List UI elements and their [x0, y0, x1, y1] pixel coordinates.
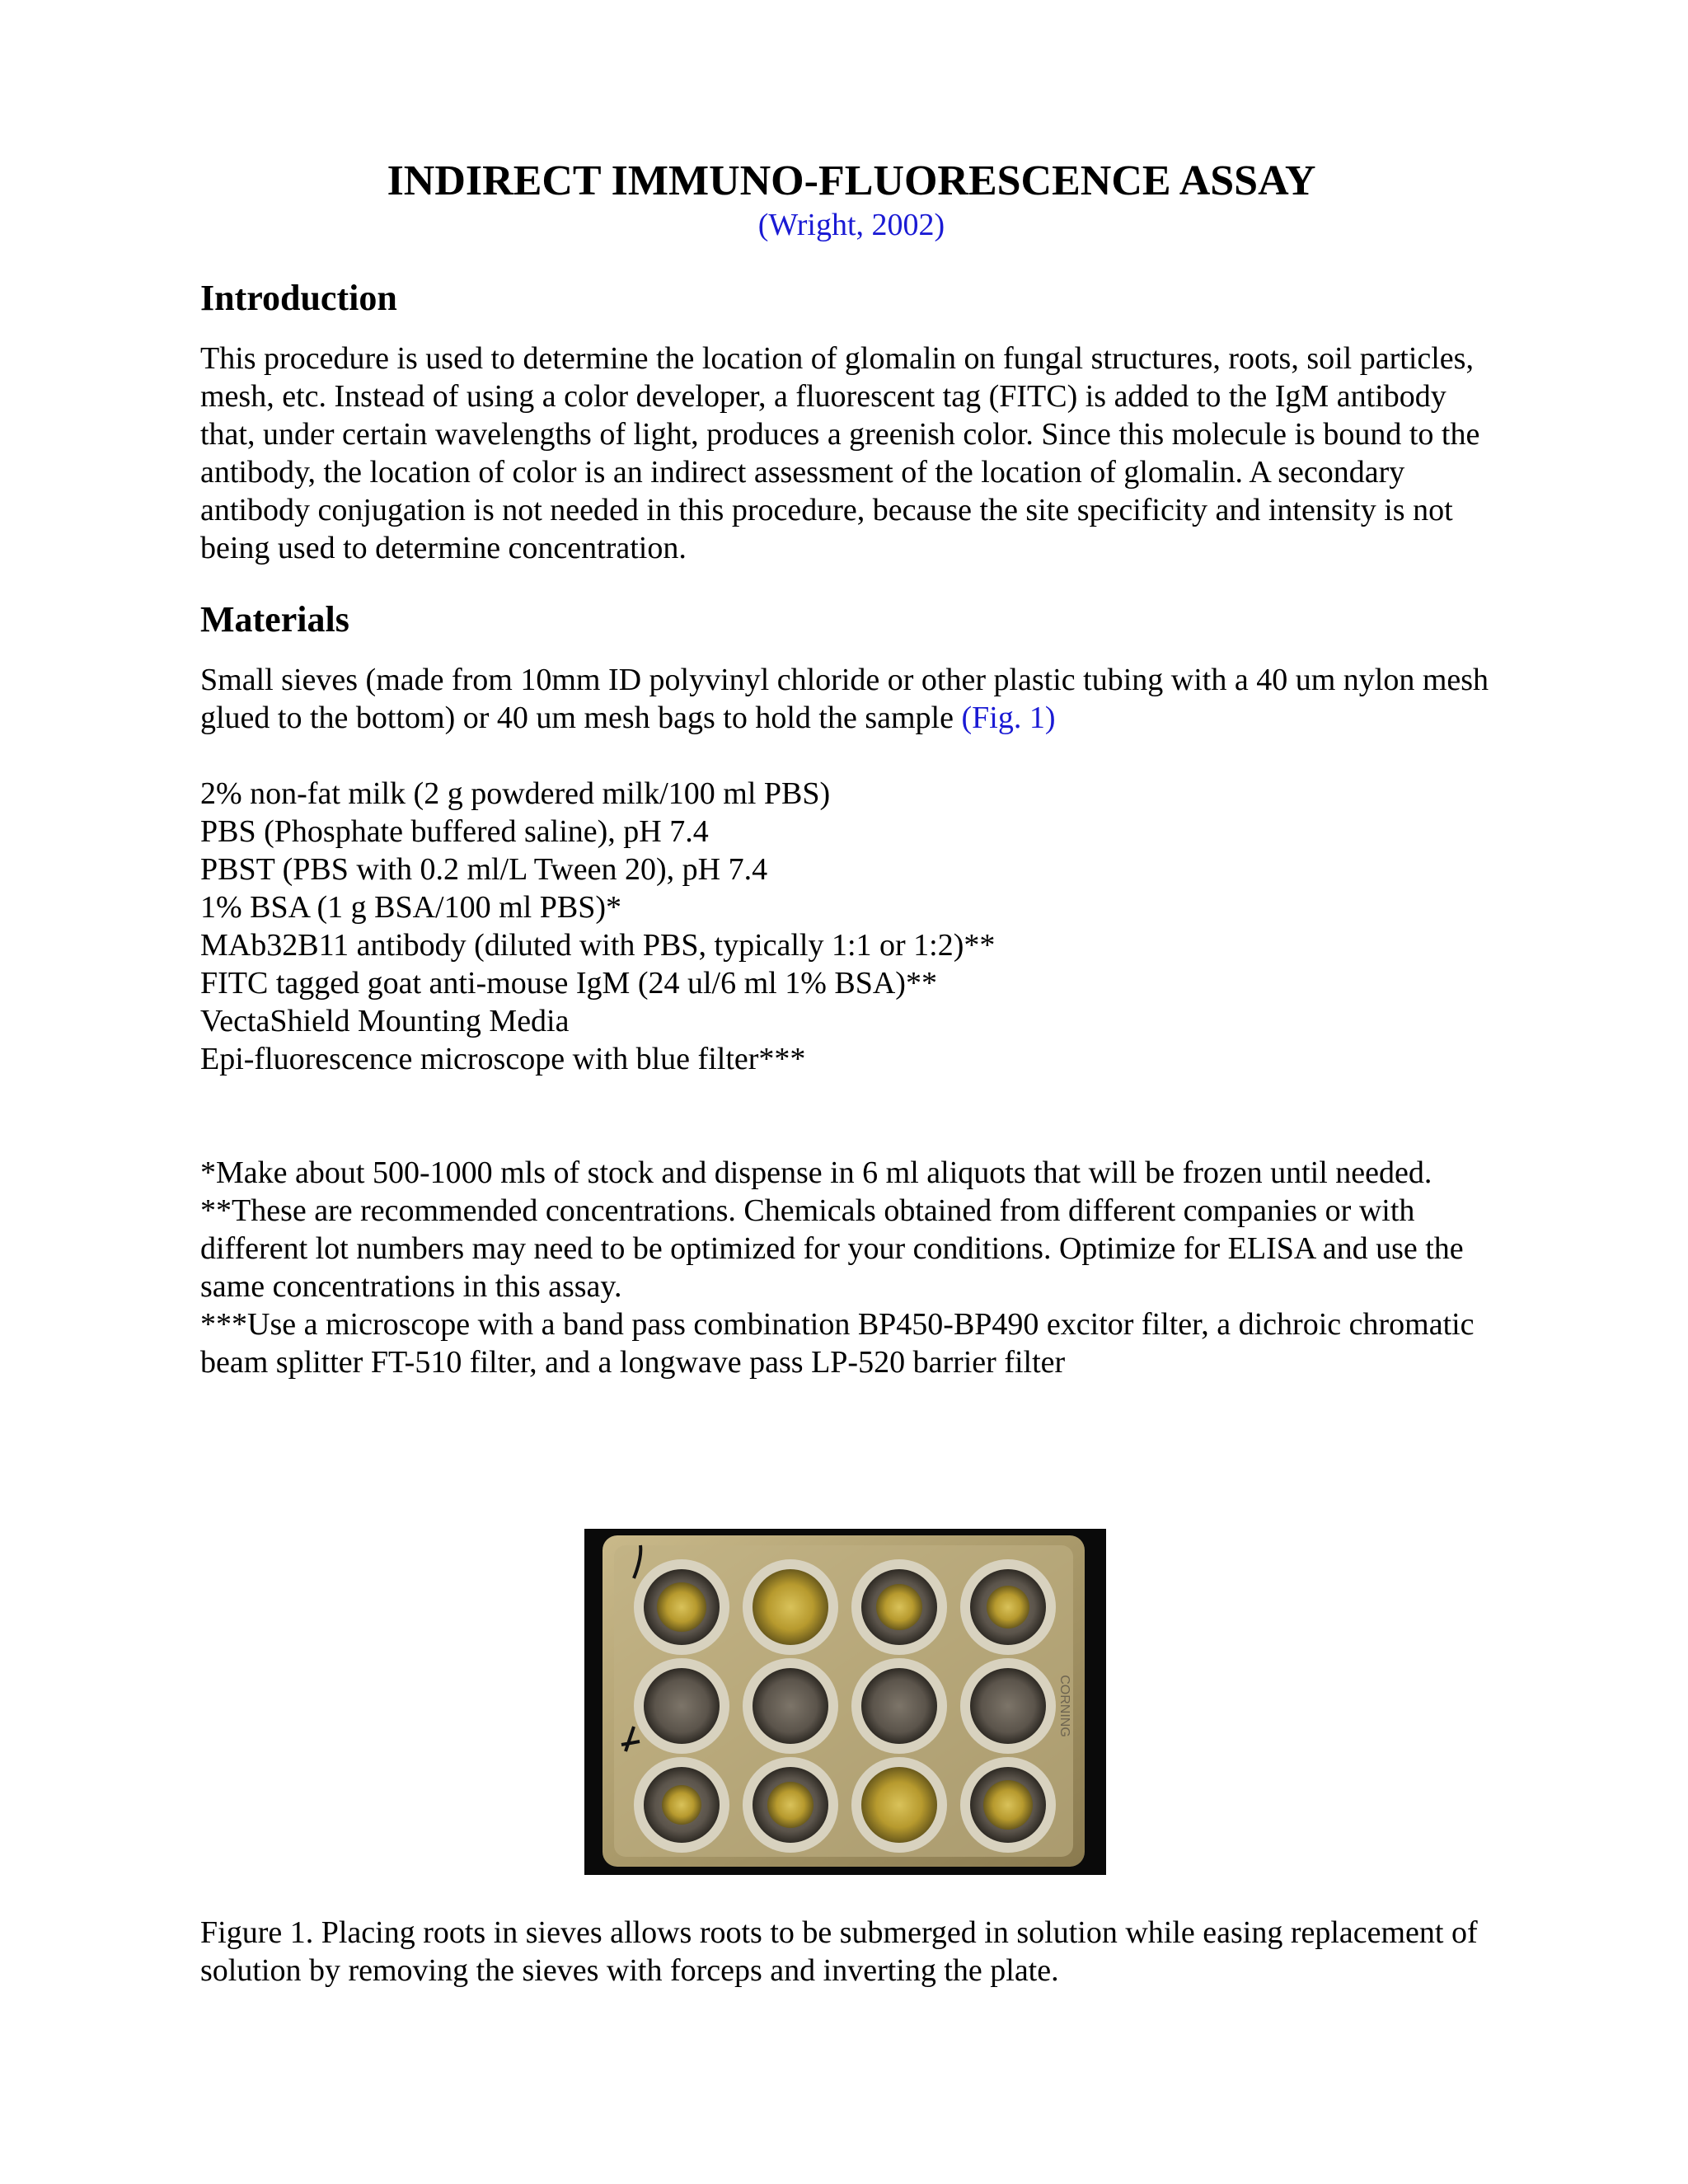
list-item: Epi-fluorescence microscope with blue filter***: [200, 1042, 806, 1076]
footnotes: [200, 1154, 1503, 1381]
introduction-heading: Introduction: [200, 278, 397, 318]
citation-link[interactable]: (Wright, 2002): [757, 208, 945, 242]
introduction-paragraph: This procedure is used to determine the location of glomalin on fungal structures, roots, soil particles, mesh, etc. Instead of using a color developer, a fluorescent tag (FITC) is added to the IgM antibody that, under certain wavelengths of light, produces a greenish color. Since this molecule is bound to the antibody, the location of color is an indirect assessment of the location of glomalin. A secondary antibody conjugation is not needed in this procedure, because the site specificity and intensity is not being used to determine concentration.: [200, 341, 1480, 565]
materials-heading: Materials: [200, 599, 349, 640]
list-item: VectaShield Mounting Media: [200, 1004, 570, 1038]
plate-brand-label: CORNING: [1057, 1675, 1071, 1737]
footnote: ***Use a microscope with a band pass combination BP450-BP490 excitor filter, a dichroic chromatic beam splitter FT-510 filter, and a longwave pass LP-520 barrier filter: [200, 1307, 1475, 1380]
footnote: *Make about 500-1000 mls of stock and dispense in 6 ml aliquots that will be frozen until needed.: [200, 1155, 1432, 1190]
list-item: FITC tagged goat anti-mouse IgM (24 ul/6 ml 1% BSA)**: [200, 966, 937, 1001]
materials-list: [200, 775, 1503, 1078]
list-item: PBST (PBS with 0.2 ml/L Tween 20), pH 7.4: [200, 852, 768, 887]
figure-well-plate-photo: [584, 1529, 1106, 1875]
list-item: PBS (Phosphate buffered saline), pH 7.4: [200, 814, 709, 849]
list-item: MAb32B11 antibody (diluted with PBS, typically 1:1 or 1:2)**: [200, 928, 996, 963]
list-item: 1% BSA (1 g BSA/100 ml PBS)*: [200, 890, 621, 925]
document-body: [200, 157, 1503, 1381]
footnote: **These are recommended concentrations. Chemicals obtained from different companies or with different lot numbers may need to be optimized for your conditions. Optimize for ELISA and use the same concentrations in this assay.: [200, 1193, 1464, 1304]
figure-link[interactable]: (Fig. 1): [961, 701, 1056, 735]
list-item: 2% non-fat milk (2 g powdered milk/100 ml PBS): [200, 776, 831, 811]
page-title: INDIRECT IMMUNO-FLUORESCENCE ASSAY: [387, 157, 1316, 204]
figure-caption: Figure 1. Placing roots in sieves allows roots to be submerged in solution while easing replacement of solution by removing the sieves with forceps and inverting the plate.: [200, 1915, 1478, 1988]
sieves-paragraph: Small sieves (made from 10mm ID polyvinyl chloride or other plastic tubing with a 40 um nylon mesh glued to the bottom) or 40 um mesh bags to hold the sample (Fig. 1): [200, 663, 1489, 735]
